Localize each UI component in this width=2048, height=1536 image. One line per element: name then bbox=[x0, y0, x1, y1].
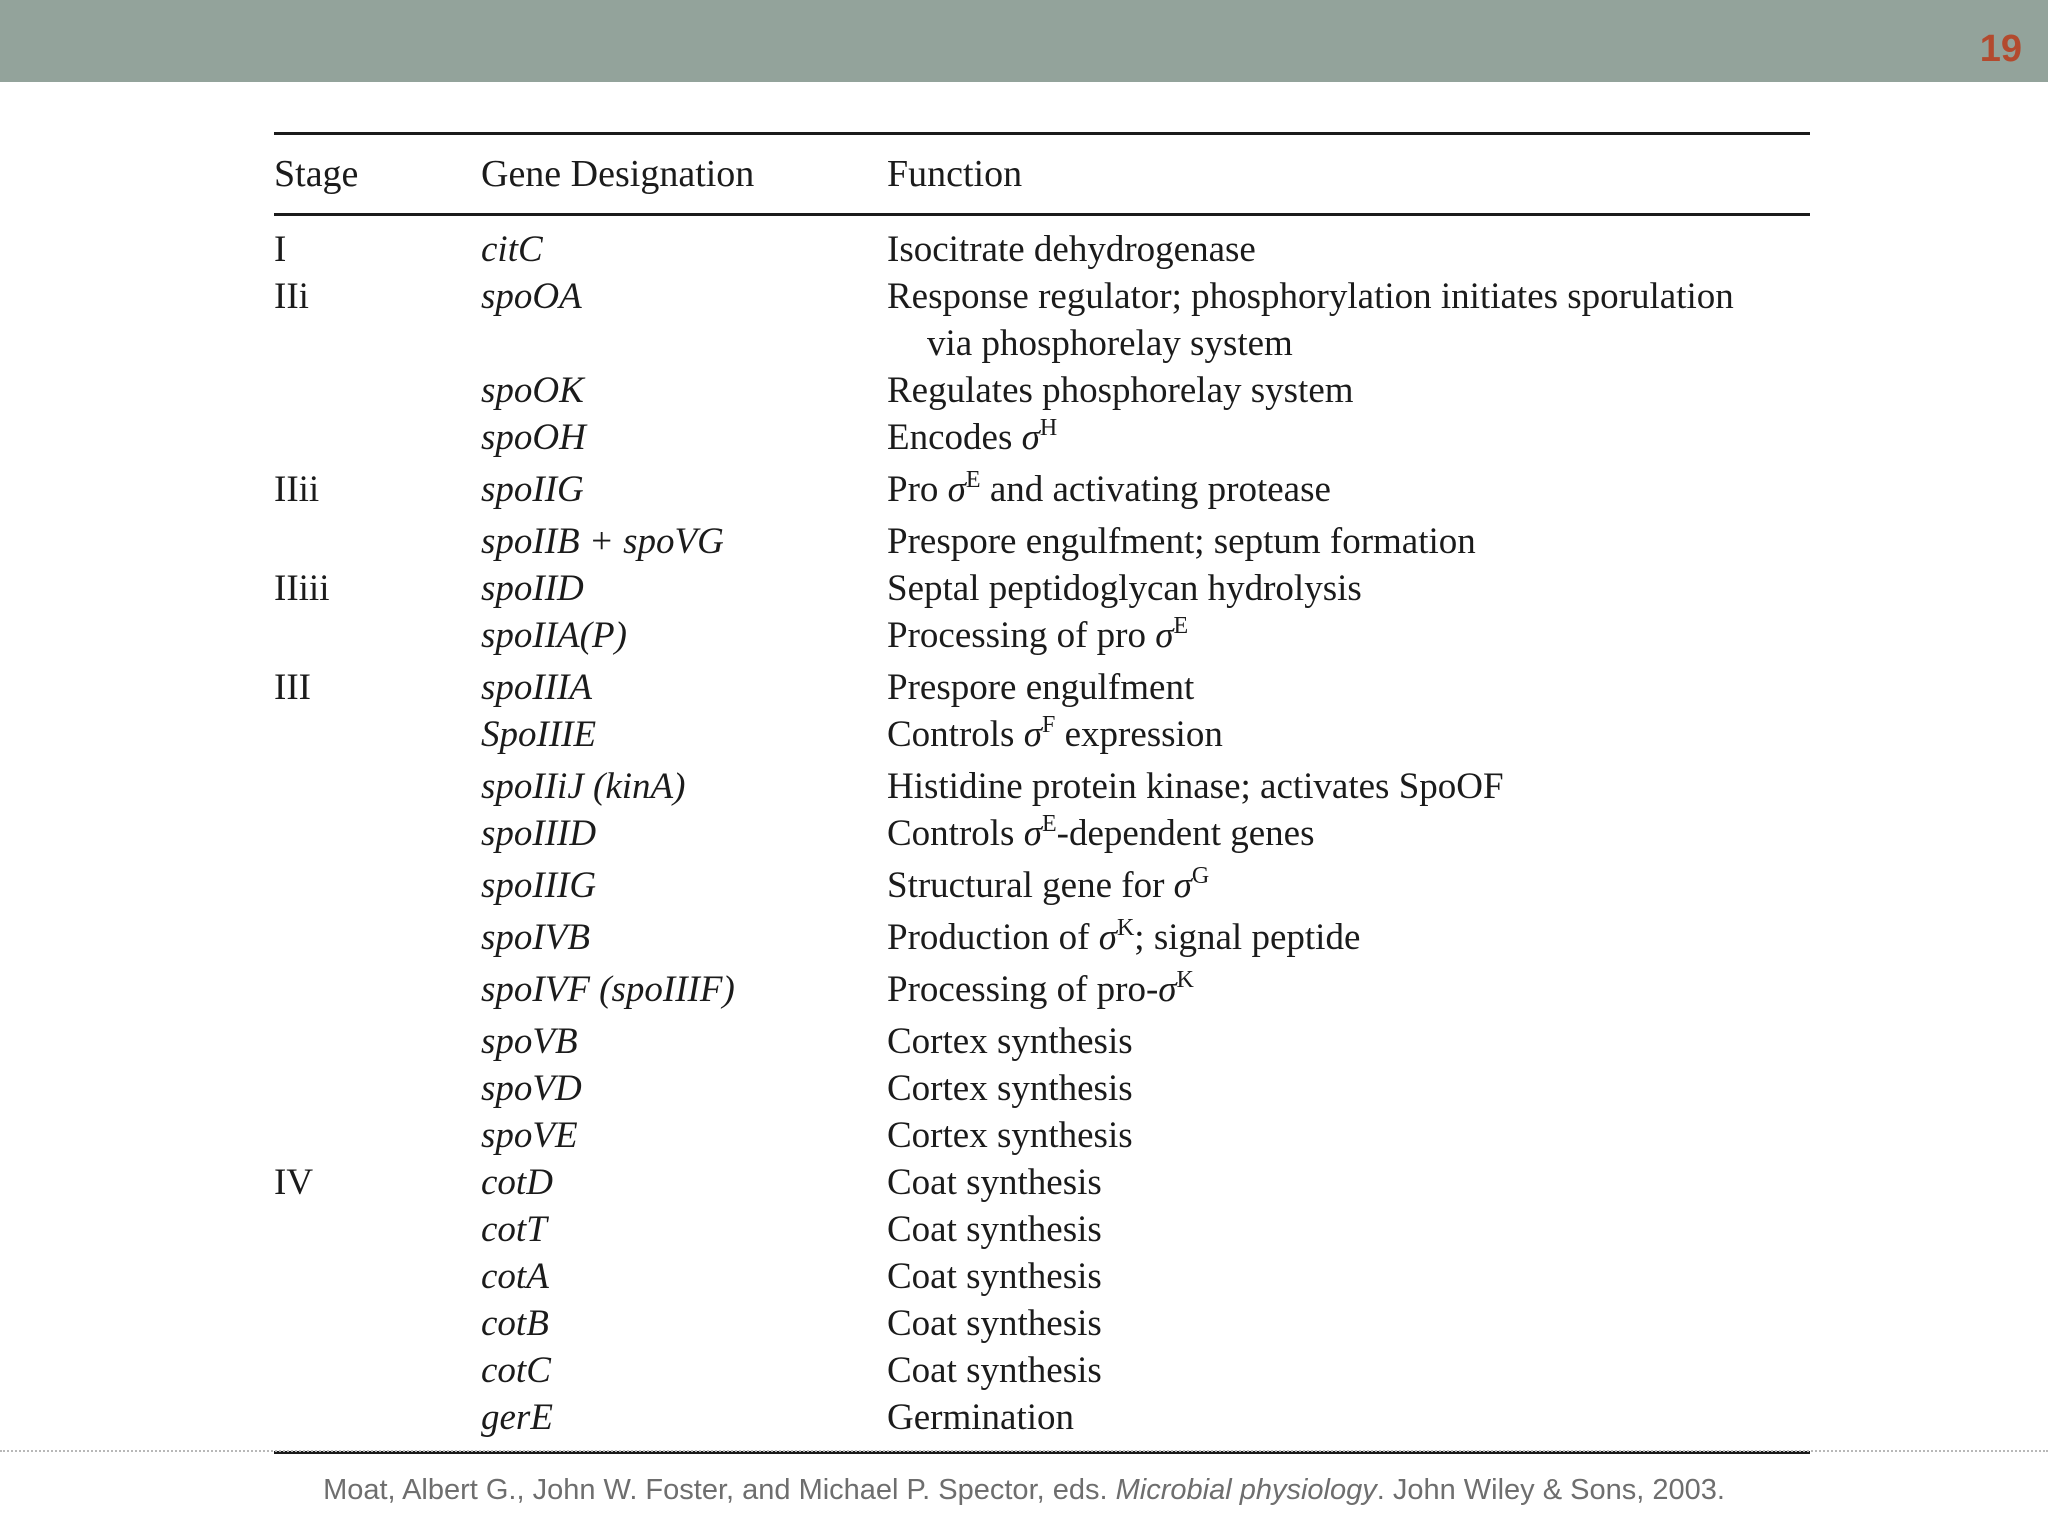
sigma-superscript: K bbox=[1116, 915, 1135, 941]
cell-gene: gerE bbox=[481, 1397, 553, 1438]
cell-function bbox=[887, 711, 1810, 763]
table-row bbox=[274, 1206, 1810, 1253]
table-row bbox=[274, 226, 1810, 273]
sigma-superscript: G bbox=[1191, 863, 1210, 889]
header-gene: Gene Designation bbox=[481, 153, 755, 195]
cell-gene: cotT bbox=[481, 1209, 547, 1250]
sigma-symbol: σ bbox=[1098, 917, 1117, 958]
citation-title: Microbial physiology bbox=[1115, 1474, 1377, 1506]
function-text: Cortex synthesis bbox=[887, 1021, 1133, 1062]
table-row bbox=[274, 1159, 1810, 1206]
sigma-symbol: σ bbox=[1158, 969, 1177, 1010]
cell-gene: spoIIIA bbox=[481, 667, 592, 708]
sigma-superscript: E bbox=[1041, 811, 1057, 837]
function-text: Pro bbox=[887, 469, 948, 510]
cell-function bbox=[887, 612, 1810, 664]
table-row bbox=[274, 466, 1810, 518]
cell-function bbox=[887, 1300, 1810, 1347]
cell-stage bbox=[274, 966, 481, 1018]
cell-gene: spoIIID bbox=[481, 813, 597, 854]
slide-header-bar bbox=[0, 0, 2048, 82]
table-row bbox=[274, 664, 1810, 711]
cell-gene: cotB bbox=[481, 1303, 549, 1344]
function-text: Cortex synthesis bbox=[887, 1068, 1133, 1109]
function-text-continued: via phosphorelay system bbox=[927, 323, 1293, 364]
cell-stage bbox=[274, 1347, 481, 1394]
cell-stage bbox=[274, 763, 481, 810]
function-text: Encodes bbox=[887, 417, 1022, 458]
cell-function bbox=[887, 1206, 1810, 1253]
cell-gene: spoVD bbox=[481, 1068, 582, 1109]
table-row bbox=[274, 763, 1810, 810]
sigma-symbol: σ bbox=[1023, 813, 1042, 854]
cell-gene: spoOA bbox=[481, 276, 582, 317]
cell-stage bbox=[274, 810, 481, 862]
cell-function bbox=[887, 1347, 1810, 1394]
cell-function bbox=[887, 518, 1810, 565]
table-row bbox=[274, 1347, 1810, 1394]
sigma-superscript: E bbox=[965, 467, 981, 493]
cell-stage bbox=[274, 862, 481, 914]
cell-stage: IV bbox=[274, 1162, 314, 1203]
sigma-symbol: σ bbox=[1155, 615, 1174, 656]
citation-publisher: . John Wiley & Sons, 2003. bbox=[1376, 1474, 1725, 1506]
cell-stage bbox=[274, 367, 481, 414]
table-row bbox=[274, 966, 1810, 1018]
table-row bbox=[274, 1253, 1810, 1300]
cell-gene: spoIIA(P) bbox=[481, 615, 627, 656]
cell-gene: spoIIIG bbox=[481, 865, 597, 906]
cell-function bbox=[887, 414, 1810, 466]
table-body bbox=[274, 216, 1810, 1451]
table-row bbox=[274, 914, 1810, 966]
function-text: Coat synthesis bbox=[887, 1162, 1102, 1203]
cell-stage: IIii bbox=[274, 469, 320, 510]
cell-function bbox=[887, 810, 1810, 862]
cell-function bbox=[887, 1112, 1810, 1159]
cell-gene: SpoIIIE bbox=[481, 714, 597, 755]
function-text: Processing of pro bbox=[887, 615, 1156, 656]
function-text: Structural gene for bbox=[887, 865, 1174, 906]
cell-gene: spoOK bbox=[481, 370, 584, 411]
table-row bbox=[274, 862, 1810, 914]
function-text: Coat synthesis bbox=[887, 1209, 1102, 1250]
function-text: Prespore engulfment; septum formation bbox=[887, 521, 1476, 562]
header-function: Function bbox=[887, 153, 1023, 195]
function-text: Production of bbox=[887, 917, 1099, 958]
sigma-symbol: σ bbox=[1023, 714, 1042, 755]
table-row bbox=[274, 1018, 1810, 1065]
cell-stage bbox=[274, 1206, 481, 1253]
cell-stage bbox=[274, 414, 481, 466]
sigma-superscript: K bbox=[1176, 967, 1194, 993]
cell-function bbox=[887, 565, 1810, 612]
sporulation-genes-table bbox=[274, 132, 1810, 1454]
sigma-superscript: F bbox=[1041, 712, 1056, 738]
cell-stage bbox=[274, 1253, 481, 1300]
cell-gene: spoOH bbox=[481, 417, 586, 458]
function-text: Germination bbox=[887, 1397, 1075, 1438]
table-row bbox=[274, 612, 1810, 664]
table-row bbox=[274, 1112, 1810, 1159]
cell-function bbox=[887, 466, 1810, 518]
cell-function bbox=[887, 1159, 1810, 1206]
cell-gene: spoIID bbox=[481, 568, 584, 609]
table-row bbox=[274, 565, 1810, 612]
cell-gene: spoVB bbox=[481, 1021, 578, 1062]
table-header-row bbox=[274, 135, 1810, 213]
table-row bbox=[274, 273, 1810, 367]
function-text: Coat synthesis bbox=[887, 1350, 1102, 1391]
cell-function bbox=[887, 367, 1810, 414]
function-text: Coat synthesis bbox=[887, 1303, 1102, 1344]
sigma-symbol: σ bbox=[1021, 417, 1040, 458]
function-text: Histidine protein kinase; activates SpoOF bbox=[887, 766, 1504, 807]
cell-function bbox=[887, 1018, 1810, 1065]
cell-gene: cotC bbox=[481, 1350, 551, 1391]
cell-function bbox=[887, 966, 1810, 1018]
cell-function bbox=[887, 1065, 1810, 1112]
function-text: Controls bbox=[887, 813, 1024, 854]
table-row bbox=[274, 1300, 1810, 1347]
function-text-suffix: -dependent genes bbox=[1056, 813, 1315, 854]
cell-gene: spoIIG bbox=[481, 469, 584, 510]
function-text: Response regulator; phosphorylation initiates sporulation bbox=[887, 276, 1734, 317]
cell-gene: cotD bbox=[481, 1162, 553, 1203]
cell-gene: spoIIiJ (kinA) bbox=[481, 766, 686, 807]
function-text: Prespore engulfment bbox=[887, 667, 1195, 708]
table-row bbox=[274, 414, 1810, 466]
slide-number: 19 bbox=[1979, 28, 2022, 70]
function-text: Septal peptidoglycan hydrolysis bbox=[887, 568, 1362, 609]
cell-gene: spoIIB + spoVG bbox=[481, 521, 724, 562]
function-text-suffix: ; signal peptide bbox=[1134, 917, 1361, 958]
function-text-suffix: and activating protease bbox=[980, 469, 1331, 510]
cell-stage bbox=[274, 518, 481, 565]
cell-stage: III bbox=[274, 667, 311, 708]
cell-stage bbox=[274, 711, 481, 763]
cell-stage bbox=[274, 1018, 481, 1065]
table-row bbox=[274, 1394, 1810, 1441]
table-row bbox=[274, 518, 1810, 565]
table-row bbox=[274, 810, 1810, 862]
citation bbox=[0, 1474, 2048, 1507]
cell-gene: cotA bbox=[481, 1256, 549, 1297]
cell-gene: spoVE bbox=[481, 1115, 578, 1156]
cell-function bbox=[887, 664, 1810, 711]
cell-stage bbox=[274, 1112, 481, 1159]
footer-divider bbox=[0, 1450, 2048, 1452]
cell-function bbox=[887, 1253, 1810, 1300]
cell-stage bbox=[274, 1394, 481, 1441]
cell-function bbox=[887, 1394, 1810, 1441]
cell-gene: spoIVF (spoIIIF) bbox=[481, 969, 735, 1010]
cell-function bbox=[887, 763, 1810, 810]
table-row bbox=[274, 711, 1810, 763]
sigma-symbol: σ bbox=[947, 469, 966, 510]
cell-stage: I bbox=[274, 229, 287, 270]
sigma-superscript: H bbox=[1039, 415, 1058, 441]
sigma-symbol: σ bbox=[1173, 865, 1192, 906]
cell-stage: IIiii bbox=[274, 568, 330, 609]
function-text-suffix: expression bbox=[1055, 714, 1223, 755]
cell-function bbox=[887, 273, 1810, 367]
cell-stage bbox=[274, 1300, 481, 1347]
citation-authors: Moat, Albert G., John W. Foster, and Michael P. Spector, eds. bbox=[323, 1474, 1116, 1506]
cell-function bbox=[887, 862, 1810, 914]
cell-gene: spoIVB bbox=[481, 917, 590, 958]
function-text: Isocitrate dehydrogenase bbox=[887, 229, 1256, 270]
cell-stage bbox=[274, 612, 481, 664]
cell-stage bbox=[274, 1065, 481, 1112]
function-text: Regulates phosphorelay system bbox=[887, 370, 1354, 411]
table-row bbox=[274, 367, 1810, 414]
function-text: Controls bbox=[887, 714, 1024, 755]
function-text: Processing of pro- bbox=[887, 969, 1159, 1010]
table-row bbox=[274, 1065, 1810, 1112]
cell-stage bbox=[274, 914, 481, 966]
function-text: Coat synthesis bbox=[887, 1256, 1102, 1297]
cell-gene: citC bbox=[481, 229, 543, 270]
cell-stage: IIi bbox=[274, 276, 309, 317]
sigma-superscript: E bbox=[1173, 613, 1189, 639]
cell-function bbox=[887, 226, 1810, 273]
function-text: Cortex synthesis bbox=[887, 1115, 1133, 1156]
cell-function bbox=[887, 914, 1810, 966]
header-stage: Stage bbox=[274, 153, 359, 195]
